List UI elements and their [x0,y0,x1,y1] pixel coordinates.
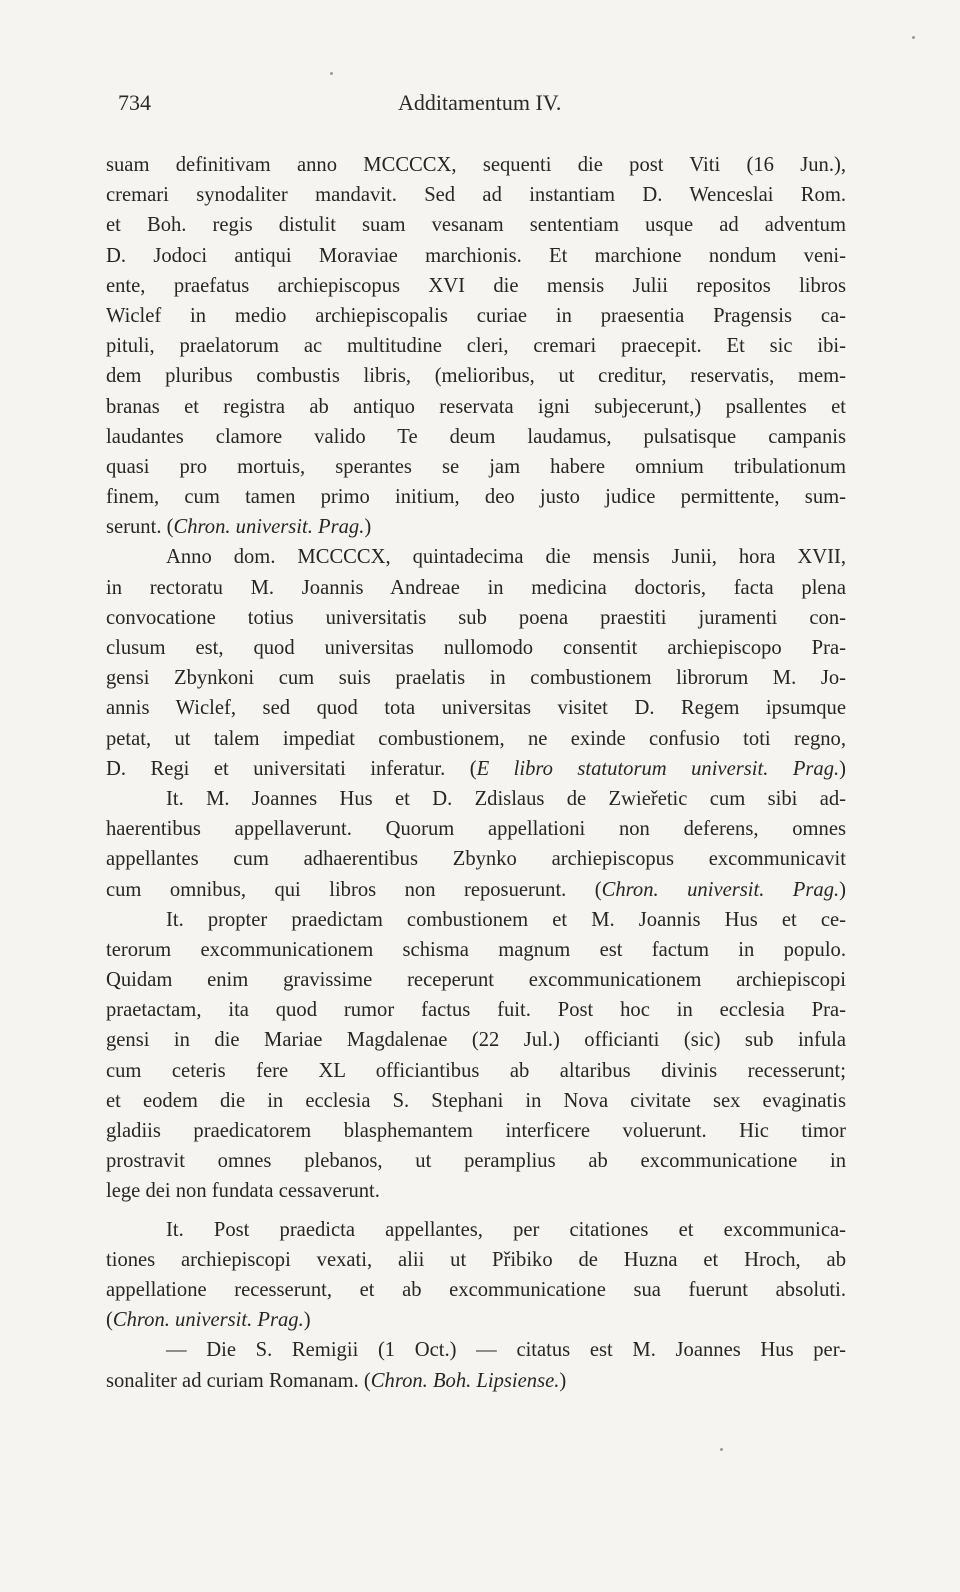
text-line: Wiclef in medio archiepiscopalis curiae in praesentia Pragensis ca- [106,304,846,327]
text-line [106,875,846,905]
text-line: lege dei non fundata cessaverunt. [106,1180,380,1203]
paragraph-4 [106,905,846,1207]
running-head [118,90,853,120]
text-line: gensi Zbynkoni cum suis praelatis in combustionem librorum M. Jo- [106,667,846,690]
source-citation: Chron. universit. Prag. [601,878,840,901]
text-line: annis Wiclef, sed quod tota universitas visitet D. Regem ipsumque [106,697,846,720]
text-line: — Die S. Remigii (1 Oct.) — citatus est M. Joannes Hus per- [166,1339,846,1362]
text-line: appellantes cum adhaerentibus Zbynko archiepiscopus excommunicavit [106,848,846,871]
text-line: branas et registra ab antiquo reservata igni subjecerunt,) psallentes et [106,395,846,418]
source-citation: Chron. Boh. Lipsiense. [370,1369,560,1392]
source-citation: Chron. universit. Prag. [173,516,365,539]
text-line: pituli, praelatorum ac multitudine cleri, cremari praecepit. Et sic ibi- [106,335,846,358]
page-number: 734 [118,90,151,115]
text-line: dem pluribus combustis libris, (melioribus, ut creditur, reservatis, mem- [106,365,846,388]
text-line: cremari synodaliter mandavit. Sed ad instantiam D. Wenceslai Rom. [106,184,846,207]
speck [720,1448,723,1451]
paragraph-gap [106,1207,846,1215]
text-line: It. propter praedictam combustionem et M. Joannis Hus et ce- [166,908,846,931]
paragraph-2 [106,542,846,784]
text-line: in rectoratu M. Joannis Andreae in medicina doctoris, facta plena [106,576,846,599]
text-line: It. M. Joannes Hus et D. Zdislaus de Zwieřetic cum sibi ad- [166,787,846,810]
line-text: D. Regi et universitati inferatur. ( [106,757,477,780]
line-text: cum omnibus, qui libros non reposuerunt. ( [106,878,602,901]
text-line: tiones archiepiscopi vexati, alii ut Přibiko de Huzna et Hroch, ab [106,1248,846,1271]
line-text: ) [839,878,846,901]
line-text: ( [106,1309,113,1332]
text-line: suam definitivam anno MCCCCX, sequenti die post Viti (16 Jun.), [106,154,846,176]
text-line: praetactam, ita quod rumor factus fuit. Post hoc in ecclesia Pra- [106,999,846,1022]
text-line: finem, cum tamen primo initium, deo justo judice permittente, sum- [106,486,846,509]
paragraph-5 [106,1215,846,1336]
text-line: gladiis praedicatorem blasphemantem interficere voluerunt. Hic timor [106,1120,846,1142]
text-line: quasi pro mortuis, sperantes se jam habere omnium tribulationum [106,455,846,478]
line-text: serunt. ( [106,516,174,539]
text-line: Quidam enim gravissime receperunt excommunicationem archiepiscopi [106,969,846,992]
text-line: gensi in die Mariae Magdalenae (22 Jul.) officianti (sic) sub infula [106,1029,846,1052]
text-line: cum ceteris fere XL officiantibus ab altaribus divinis recesserunt; [106,1059,846,1082]
line-text: ) [303,1309,311,1332]
paragraph-3 [106,784,846,905]
text-line: Anno dom. MCCCCX, quintadecima die mensis Junii, hora XVII, [166,546,846,569]
text-line: prostravit omnes plebanos, ut peramplius ab excommunicatione in [106,1150,846,1173]
running-title: Additamentum IV. [398,90,562,115]
text-line [106,754,846,784]
text-line: It. Post praedicta appellantes, per citationes et excommunica- [166,1218,846,1241]
text-line: D. Jodoci antiqui Moraviae marchionis. Et marchione nondum veni- [106,244,846,267]
text-line: terorum excommunicationem schisma magnum est factum in populo. [106,938,846,961]
text-line: convocatione totius universitatis sub poena praestiti juramenti con- [106,606,846,629]
line-text: ) [364,516,372,539]
body-text [106,150,846,1396]
speck [330,72,333,75]
speck [912,36,915,39]
text-line: et eodem die in ecclesia S. Stephani in Nova civitate sex evaginatis [106,1089,846,1112]
text-line: appellatione recesserunt, et ab excommunicatione sua fuerunt absoluti. [106,1278,846,1301]
text-line [106,1366,846,1396]
text-line: clusum est, quod universitas nullomodo consentit archiepiscopo Pra- [106,637,846,659]
paragraph-1 [106,150,846,542]
text-line: haerentibus appellaverunt. Quorum appellationi non deferens, omnes [106,818,846,841]
source-citation: Chron. universit. Prag. [112,1309,304,1332]
text-line [106,1305,846,1335]
line-text: sonaliter ad curiam Romanam. ( [106,1369,371,1392]
line-text: ) [559,1369,567,1392]
text-line [106,512,846,542]
text-line: laudantes clamore valido Te deum laudamus, pulsatisque campanis [106,425,846,448]
text-line: petat, ut talem impediat combustionem, ne exinde confusio toti regno, [106,727,846,750]
text-line: ente, praefatus archiepiscopus XVI die mensis Julii repositos libros [106,274,846,297]
line-text: ) [839,757,847,780]
source-citation: E libro statutorum universit. Prag. [476,757,840,780]
text-line: et Boh. regis distulit suam vesanam sententiam usque ad adventum [106,214,846,237]
paragraph-6 [106,1335,846,1395]
